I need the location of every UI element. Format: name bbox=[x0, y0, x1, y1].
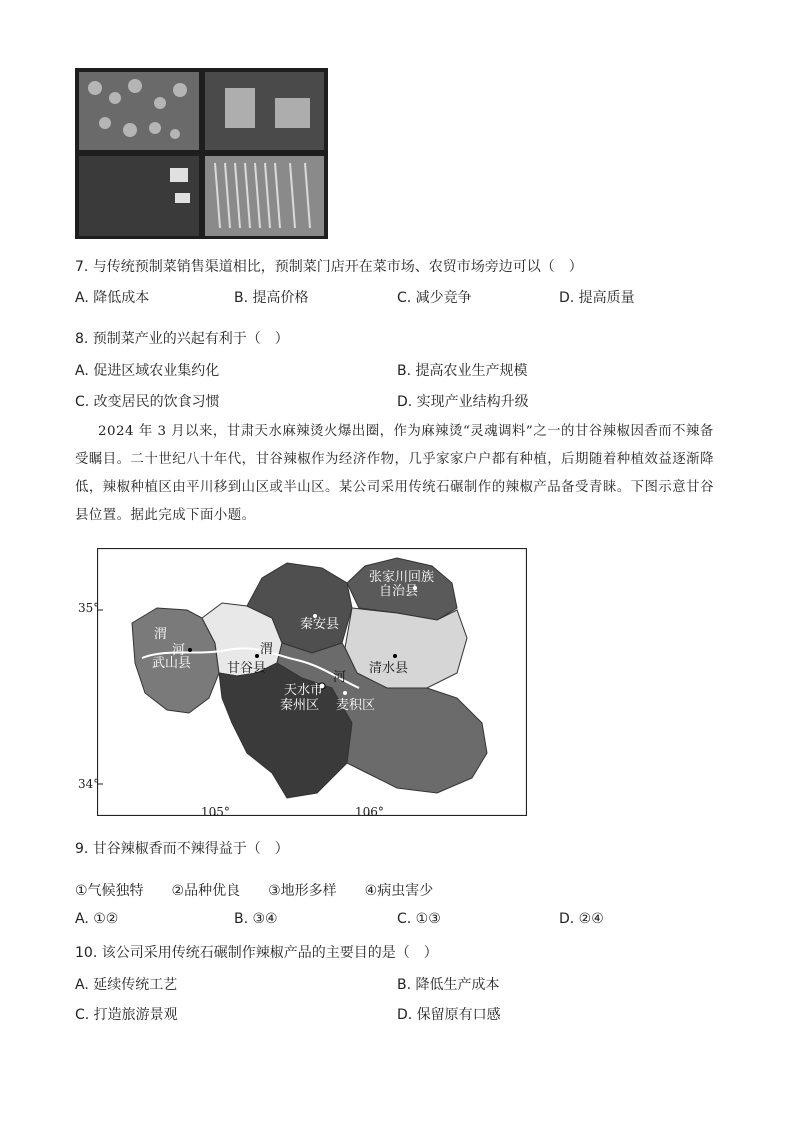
label-qingshui: 清水县 bbox=[369, 661, 409, 676]
label-river-wei-1: 渭 bbox=[154, 627, 168, 642]
q7-option-c: C. 减少竞争 bbox=[397, 290, 472, 306]
map-graphic bbox=[97, 548, 527, 816]
question-10-stem: 10. 该公司采用传统石碾制作辣椒产品的主要目的是（ ） bbox=[75, 945, 438, 961]
label-qinan: 秦安县 bbox=[300, 617, 340, 632]
q7-option-b: B. 提高价格 bbox=[234, 290, 309, 306]
q10-option-b: B. 降低生产成本 bbox=[397, 977, 500, 993]
passage-line-1: 2024 年 3 月以来，甘肃天水麻辣烫火爆出圈，作为麻辣烫“灵魂调料”之一的甘谷辣椒因香而不辣备 bbox=[98, 424, 714, 439]
q10-option-d: D. 保留原有口感 bbox=[397, 1007, 501, 1023]
label-river-he-1: 河 bbox=[172, 643, 186, 658]
legend-river-label: 河流 bbox=[139, 727, 159, 738]
gangu-seat-dot bbox=[255, 654, 259, 658]
q7-option-d: D. 提高质量 bbox=[559, 290, 635, 306]
q10-option-a: A. 延续传统工艺 bbox=[75, 977, 178, 993]
label-qinzhou: 秦州区 bbox=[280, 698, 320, 713]
q8-option-a: A. 促进区域农业集约化 bbox=[75, 363, 220, 379]
label-maiji: 麦积区 bbox=[336, 698, 376, 713]
q9-option-c: C. ①③ bbox=[397, 911, 441, 927]
passage-line-4: 县位置。据此完成下面小题。 bbox=[75, 508, 256, 523]
q9-option-b: B. ③④ bbox=[234, 911, 278, 927]
q9-option-d: D. ②④ bbox=[559, 911, 604, 927]
legend-county-icon bbox=[119, 765, 123, 769]
label-zhangjiachuan-1: 张家川回族 bbox=[369, 570, 435, 585]
label-zhangjiachuan-2: 自治县 bbox=[379, 584, 419, 599]
q7-option-a: A. 降低成本 bbox=[75, 290, 150, 306]
legend-city-label: 市(州)政府驻地 bbox=[139, 745, 207, 756]
legend-county-label: 县(区、市)政府驻地 bbox=[139, 763, 227, 774]
label-tianshui-city: 天水市 bbox=[284, 683, 324, 698]
maiji-seat-dot bbox=[343, 691, 347, 695]
gangu-location-map bbox=[97, 548, 527, 816]
food-trays-graphic bbox=[75, 68, 328, 239]
question-9-stem: 9. 甘谷辣椒香而不辣得益于（ ） bbox=[75, 841, 289, 857]
lat-35-label: 35° bbox=[78, 601, 100, 615]
label-gangu: 甘谷县 bbox=[227, 661, 267, 676]
qingshui-seat-dot bbox=[393, 654, 397, 658]
passage-line-3: 低，辣椒种植区由平川移到山区或半山区。某公司采用传统石碾制作的辣椒产品备受青睐。下图示意甘谷 bbox=[75, 480, 714, 495]
lon-105-label: 105° bbox=[201, 805, 230, 819]
q8-option-b: B. 提高农业生产规模 bbox=[397, 363, 528, 379]
question-8-stem: 8. 预制菜产业的兴起有利于（ ） bbox=[75, 331, 289, 347]
label-wushan: 武山县 bbox=[152, 656, 192, 671]
q9-option-a: A. ①② bbox=[75, 911, 119, 927]
q9-statements: ①气候独特 ②品种优良 ③地形多样 ④病虫害少 bbox=[75, 883, 434, 899]
q8-option-c: C. 改变居民的饮食习惯 bbox=[75, 394, 220, 410]
lat-34-label: 34° bbox=[78, 777, 100, 791]
prepared-food-photo bbox=[75, 68, 328, 239]
label-river-wei-2: 渭 bbox=[260, 642, 274, 657]
q10-option-c: C. 打造旅游景观 bbox=[75, 1007, 178, 1023]
legend-title: 图例 bbox=[117, 709, 142, 723]
label-river-he-2: 河 bbox=[333, 670, 347, 685]
question-7-stem: 7. 与传统预制菜销售渠道相比，预制菜门店开在菜市场、农贸市场旁边可以（ ） bbox=[75, 259, 583, 275]
lon-106-label: 106° bbox=[355, 805, 384, 819]
wushan-seat-dot bbox=[188, 648, 192, 652]
passage-line-2: 受瞩目。二十世纪八十年代，甘谷辣椒作为经济作物，几乎家家户户都有种植，后期随着种植效益逐渐降 bbox=[75, 452, 714, 467]
q8-option-d: D. 实现产业结构升级 bbox=[397, 394, 529, 410]
